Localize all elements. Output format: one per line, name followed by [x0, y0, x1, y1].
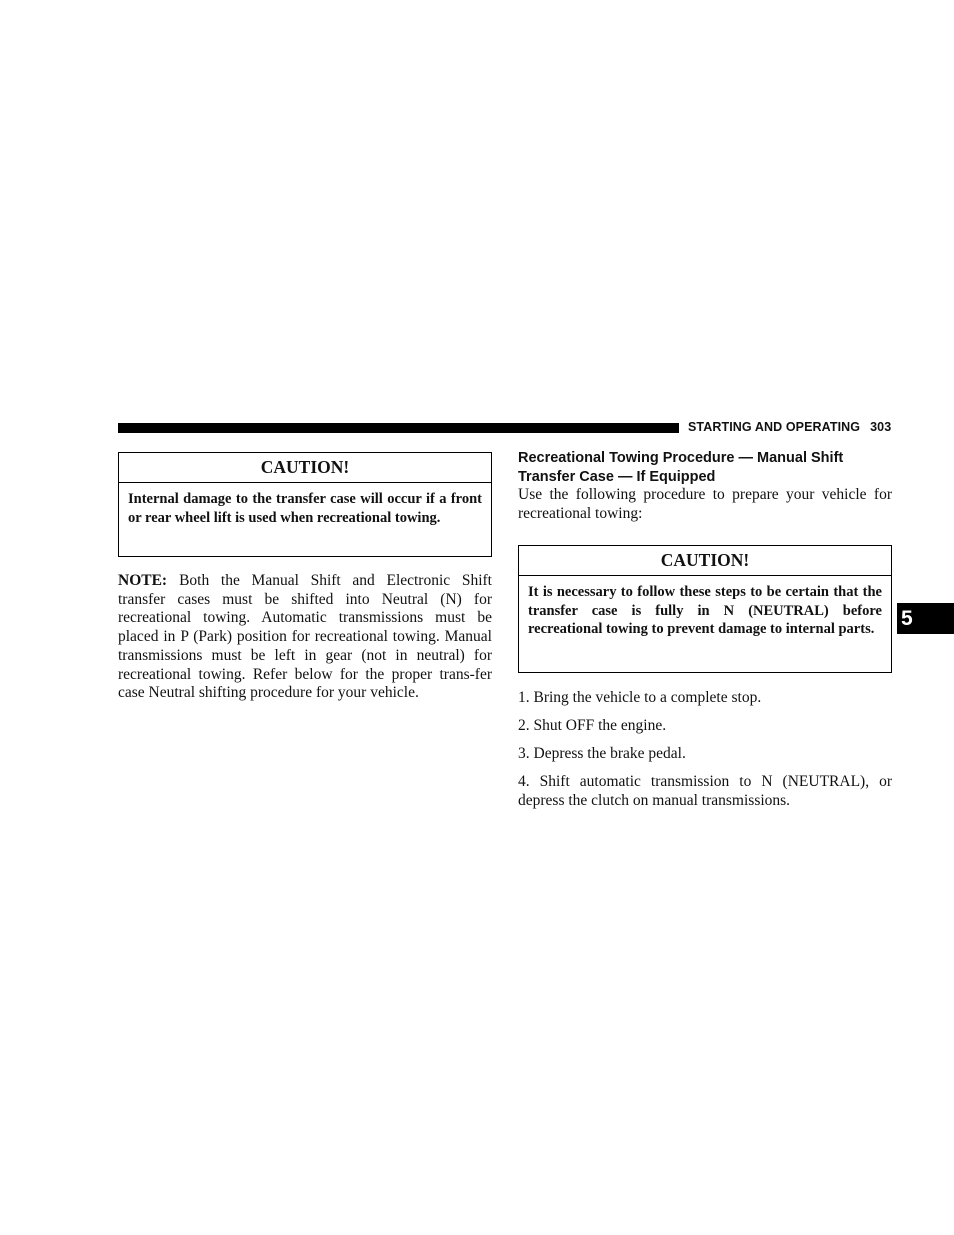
procedure-step-1: 1. Bring the vehicle to a complete stop.: [518, 689, 762, 706]
caution-title: CAUTION!: [519, 546, 891, 576]
note-label: NOTE:: [118, 572, 168, 589]
section-title: STARTING AND OPERATING: [688, 420, 861, 434]
procedure-steps: [518, 688, 892, 819]
procedure-step-3: 3. Depress the brake pedal.: [518, 745, 686, 762]
caution-box-neutral-procedure: [518, 545, 892, 673]
note-text: Both the Manual Shift and Electronic Shift transfer cases must be shifted into Neutral (N) for recreational towing. Automatic transmissions must be placed in P (Park) position for recreational towing. Manual transmissions must be left in gear (not in neutral) for recreational towing. Refer below for the proper trans-fer case Neutral shifting procedure for your vehicle.: [118, 572, 492, 702]
caution-body: Internal damage to the transfer case will occur if a front or rear wheel lift is used when recreational towing.: [128, 491, 482, 526]
chapter-tab: 5: [897, 603, 954, 634]
caution-title: CAUTION!: [119, 453, 491, 483]
section-heading: Recreational Towing Procedure — Manual Shift Transfer Case — If Equipped: [518, 450, 844, 485]
caution-body: It is necessary to follow these steps to be certain that the transfer case is fully in N (NEUTRAL) before recreational towing to prevent damage to internal parts.: [528, 584, 882, 638]
caution-box-transfer-case-damage: [118, 452, 492, 557]
procedure-step-2: 2. Shut OFF the engine.: [518, 717, 667, 734]
note-paragraph: [118, 572, 492, 703]
running-header: [688, 420, 891, 434]
procedure-step-4: 4. Shift automatic transmission to N (NEUTRAL), or depress the clutch on manual transmissions.: [518, 773, 892, 809]
header-rule: [118, 423, 679, 433]
intro-paragraph: Use the following procedure to prepare your vehicle for recreational towing:: [518, 486, 892, 522]
page-number: 303: [870, 420, 892, 434]
